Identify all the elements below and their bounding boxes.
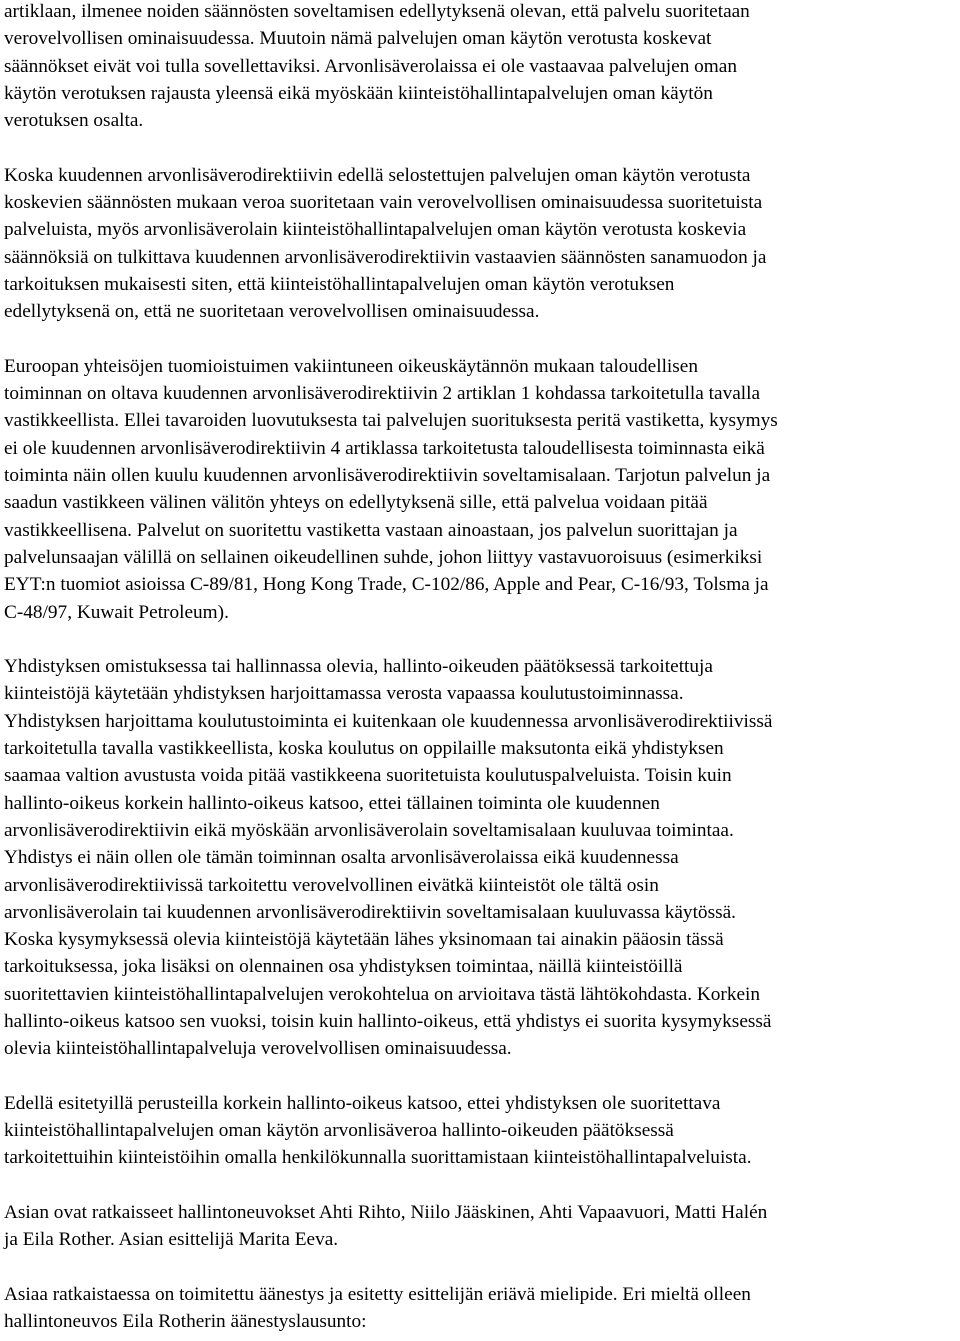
text-line: tarkoitetulla tavalla vastikkeellista, koska koulutus on oppilaille maksutonta eikä yhdistyksen [4, 738, 724, 760]
text-line: Asiaa ratkaistaessa on toimitettu äänestys ja esitetty esittelijän eriävä mielipide. Eri mieltä olleen [4, 1283, 751, 1305]
text-line: hallintoneuvos Eila Rotherin äänestyslausunto: [4, 1311, 367, 1333]
text-line: palvelunsaajan välillä on sellainen oikeudellinen suhde, johon liittyy vastavuoroisuus (esimerkiksi [4, 546, 763, 568]
text-line: verotuksen osalta. [4, 110, 144, 132]
text-line: Yhdistyksen harjoittama koulutustoiminta ei kuitenkaan ole kuudennessa arvonlisäverodirektiivissä [4, 710, 773, 732]
text-line: vastikkeellista. Ellei tavaroiden luovutuksesta tai palvelujen suorituksesta peritä vastiketta, kysymys [4, 410, 778, 432]
text-line: tarkoitettuihin kiinteistöihin omalla henkilökunnalla suorittamistaan kiinteistöhallintapalveluista. [4, 1147, 752, 1169]
text-line: toiminta näin ollen kuulu kuudennen arvonlisäverodirektiivin soveltamisalaan. Tarjotun palvelun ja [4, 465, 771, 487]
text-line: hallinto-oikeus korkein hallinto-oikeus katsoo, ettei tällainen toiminta ole kuudennen [4, 792, 660, 814]
text-line: edellytyksenä on, että ne suoritetaan verovelvollisen ominaisuudessa. [4, 301, 540, 323]
text-line: olevia kiinteistöhallintapalveluja verovelvollisen ominaisuudessa. [4, 1038, 512, 1060]
text-line: ei ole kuudennen arvonlisäverodirektiivin 4 artiklassa tarkoitetusta taloudellisesta toiminnasta eikä [4, 437, 765, 459]
text-line: hallinto-oikeus katsoo sen vuoksi, toisin kuin hallinto-oikeus, että yhdistys ei suorita kysymyksessä [4, 1010, 772, 1032]
text-line: toiminnan on oltava kuudennen arvonlisäverodirektiivin 2 artiklan 1 kohdassa tarkoitetulla tavalla [4, 383, 761, 405]
text-line: tarkoituksen mukaisesti siten, että kiinteistöhallintapalvelujen oman käytön verotuksen [4, 273, 675, 295]
text-line: kiinteistöjä käytetään yhdistyksen harjoittamassa verosta vapaassa koulutustoiminnassa. [4, 683, 684, 705]
text-line: Koska kuudennen arvonlisäverodirektiivin edellä selostettujen palvelujen oman käytön verotusta [4, 164, 751, 186]
text-line: säännöksiä on tulkittava kuudennen arvonlisäverodirektiivin vastaavien säännösten sanamuodon ja [4, 246, 767, 268]
text-line: arvonlisäverodirektiivissä tarkoitettu verovelvollinen eivätkä kiinteistöt ole tältä osin [4, 874, 659, 896]
text-line: ja Eila Rother. Asian esittelijä Marita Eeva. [4, 1229, 339, 1251]
text-line: artiklaan, ilmenee noiden säännösten soveltamisen edellytyksenä olevan, että palvelu suoritetaan [4, 1, 750, 22]
text-line: palveluista, myös arvonlisäverolain kiinteistöhallintapalvelujen oman käytön verotusta koskevia [4, 219, 747, 241]
text-line: Koska kysymyksessä olevia kiinteistöjä käytetään lähes yksinomaan tai ainakin pääosin tässä [4, 929, 724, 951]
text-line: C-48/97, Kuwait Petroleum). [4, 601, 229, 623]
text-line: arvonlisäverodirektiivin eikä myöskään arvonlisäverolain soveltamisalaan kuuluvaa toimintaa. [4, 819, 734, 841]
text-line: EYT:n tuomiot asioissa C-89/81, Hong Kong Trade, C-102/86, Apple and Pear, C-16/93, Tolsma ja [4, 574, 769, 596]
text-line: saamaa valtion avustusta voida pitää vastikkeena suoritetuista koulutuspalveluista. Toisin kuin [4, 765, 732, 787]
text-line: Yhdistys ei näin ollen ole tämän toiminnan osalta arvonlisäverolaissa eikä kuudennessa [4, 847, 679, 869]
text-line: verovelvollisen ominaisuudessa. Muutoin nämä palvelujen oman käytön verotusta koskevat [4, 28, 712, 50]
document-page [4, 0, 956, 1336]
text-line: koskevien säännösten mukaan veroa suoritetaan vain verovelvollisen ominaisuudessa suoritetuista [4, 192, 763, 214]
paragraph-3 [4, 353, 956, 626]
paragraph-1 [4, 0, 956, 134]
text-line: saadun vastikkeen välinen välitön yhteys on edellytyksenä sille, että palvelua voidaan pitää [4, 492, 708, 514]
text-line: Asian ovat ratkaisseet hallintoneuvokset Ahti Rihto, Niilo Jääskinen, Ahti Vapaavuori, Matti Halén [4, 1202, 768, 1224]
paragraph-7 [4, 1281, 956, 1336]
text-line: Edellä esitetyillä perusteilla korkein hallinto-oikeus katsoo, ettei yhdistyksen ole suoritettava [4, 1092, 721, 1114]
text-line: suoritettavien kiinteistöhallintapalvelujen verokohtelua on arvioitava tästä lähtökohdasta. Korkein [4, 983, 761, 1005]
text-line: vastikkeellisena. Palvelut on suoritettu vastiketta vastaan ainoastaan, jos palvelun suorittajan ja [4, 519, 738, 541]
paragraph-2 [4, 162, 956, 326]
text-line: Euroopan yhteisöjen tuomioistuimen vakiintuneen oikeuskäytännön mukaan taloudellisen [4, 355, 698, 377]
paragraph-6 [4, 1199, 956, 1254]
text-line: arvonlisäverolain tai kuudennen arvonlisäverodirektiivin soveltamisalaan kuuluvassa käytössä. [4, 901, 736, 923]
text-line: kiinteistöhallintapalvelujen oman käytön arvonlisäveroa hallinto-oikeuden päätöksessä [4, 1120, 674, 1142]
text-line: käytön verotuksen rajausta yleensä eikä myöskään kiinteistöhallintapalvelujen oman käytön [4, 82, 713, 104]
text-line: Yhdistyksen omistuksessa tai hallinnassa olevia, hallinto-oikeuden päätöksessä tarkoitettuja [4, 656, 713, 678]
text-line: säännökset eivät voi tulla sovellettaviksi. Arvonlisäverolaissa ei ole vastaavaa palvelujen oman [4, 55, 738, 77]
text-line: tarkoituksessa, joka lisäksi on olennainen osa yhdistyksen toimintaa, näillä kiinteistöillä [4, 956, 683, 978]
paragraph-5 [4, 1090, 956, 1172]
paragraph-4 [4, 653, 956, 1062]
